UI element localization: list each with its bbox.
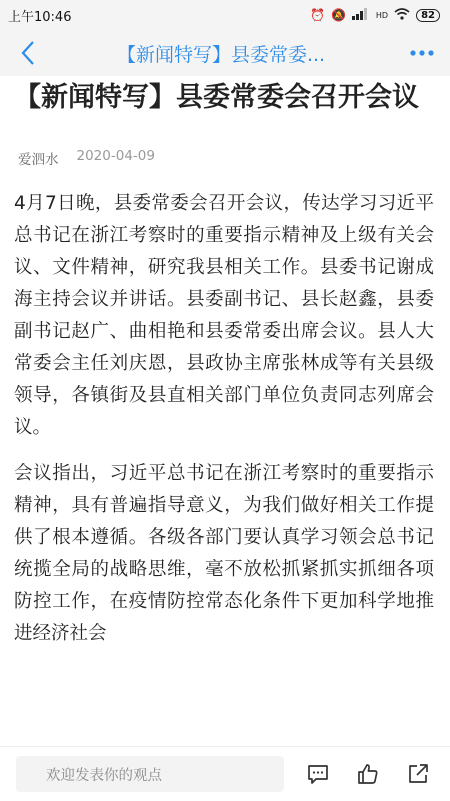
article-title: 【新闻特写】县委常委会召开会议 <box>14 82 419 113</box>
like-icon <box>356 762 380 786</box>
comment-icon <box>306 762 330 786</box>
battery-icon: 82 <box>416 9 440 22</box>
more-button[interactable] <box>394 30 450 76</box>
nav-bar <box>0 30 450 76</box>
more-dots-icon <box>410 50 434 56</box>
nav-title: 【新闻特写】县委常委... <box>116 43 326 66</box>
bottom-bar <box>0 746 450 801</box>
share-icon <box>406 762 430 786</box>
comment-button[interactable] <box>304 760 332 788</box>
wifi-icon <box>394 8 410 23</box>
comment-input[interactable]: 欢迎发表你的观点 <box>16 756 284 792</box>
share-button[interactable] <box>404 760 432 788</box>
article-meta <box>18 148 432 168</box>
status-bar <box>0 0 450 30</box>
article-date: 2020-04-09 <box>76 148 155 164</box>
status-icons <box>310 8 440 23</box>
back-chevron-icon <box>20 40 36 66</box>
like-button[interactable] <box>354 760 382 788</box>
article-content[interactable] <box>0 76 450 746</box>
status-time: 上午10:46 <box>8 9 72 25</box>
back-button[interactable] <box>0 30 56 76</box>
article-author[interactable]: 爱泗水 <box>18 152 59 168</box>
alarm-icon: ⏰ <box>309 8 325 22</box>
signal-icon <box>352 8 370 23</box>
mute-icon: 🔕 <box>330 8 346 22</box>
article-paragraph: 会议指出，习近平总书记在浙江考察时的重要指示精神，具有普遍指导意义，为我们做好相关工作提供了根本遵循。各级各部门要认真学习领会总书记统揽全局的战略思维，毫不放松抓紧抓实抓细各项防控工作，在疫情防控常态化条件下更加科学地推进经济社会 <box>14 463 434 644</box>
article-paragraph: 4月7日晚，县委常委会召开会议，传达学习习近平总书记在浙江考察时的重要指示精神及上级有关会议、文件精神，研究我县相关工作。县委书记谢成海主持会议并讲话。县委副书记、县长赵鑫，县委副书记赵广、曲相艳和县委常委出席会议。县人大常委会主任刘庆恩，县政协主席张林成等有关县级领导，各镇街及县直相关部门单位负责同志列席会议。 <box>14 193 434 438</box>
hd-label: HD <box>375 10 389 20</box>
action-buttons <box>304 760 432 788</box>
